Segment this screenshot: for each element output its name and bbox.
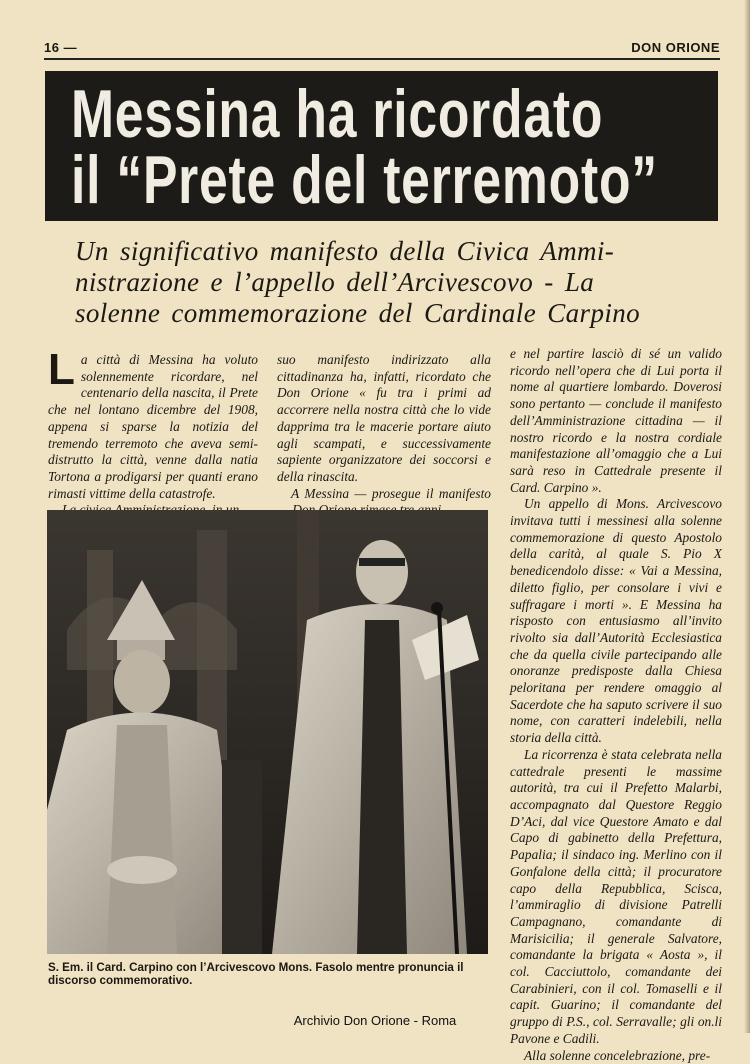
- headline-box: [45, 71, 718, 221]
- article-paragraph: A Messina — prosegue il manifesto: [291, 485, 491, 501]
- subtitle: [75, 236, 705, 329]
- article-paragraph: La ricorrenza è stata celebrata nella cattedrale presenti le massime autorità, tra cui il Prefetto Malarbi, accompagnato dal Questore Reggio D’Aci, dal vice Questore Amato e dal Capo di gabinetto della Prefettura, Papalia; il sindaco ing. Merlino con il Gonfalone della città; il procuratore capo della Repubblica, Scisca, l’ammiraglio di divisione Patrelli Campagnano, comandante di Marisicilia; il generale Salvatore, comandante la brigata « Aosta », il col. Cacciuttolo, comandante dei Carabinieri, con il col. Tomaselli e il capit. Guarino; il comandante del gruppo di P.S., col. Serravalle; gli on.li Pavone e Cadili.: [510, 746, 722, 1046]
- article-column-3: [510, 346, 722, 1064]
- article-paragraph: Un appello di Mons. Arcivescovo invitava tutti i messinesi alla solenne commemorazione di questo Apostolo della carità, al quale S. Pio X benedicendolo disse: « Vai a Messina, diletto figlio, per consolare i vivi e suffragare i morti ». E Messina ha risposto con entusiasmo all’invito rivolto sia dall’Autorità Ecclesiastica che da quella civile partecipando alle onoranze predisposte dalla Chiesa peloritana per rendere omaggio al Sacerdote che ha saputo scrivere il suo nome, con caratteri indelebili, nella storia della città.: [510, 496, 722, 746]
- subtitle-line-3: solenne commemorazione del Cardinale Carpino: [75, 298, 641, 328]
- page-number: 16 —: [44, 40, 78, 55]
- archive-credit: Archivio Don Orione - Roma: [293, 1013, 457, 1028]
- subtitle-line-1: Un significativo manifesto della Civica Ammi-: [75, 236, 615, 266]
- article-paragraph: e nel partire lasciò di sé un valido ricordo nell’opera che di Lui porta il nome al quartiere lombardo. Doverosi sono pertanto — conclude il manifesto dell’Amministrazione cittadina — il nostro ricordo e la nostra cordiale manifestazione all’omaggio che a Lui sarà reso in Cattedrale presente il Card. Carpino ».: [510, 346, 722, 495]
- article-column-2: [277, 352, 491, 519]
- photo-illustration: [47, 510, 488, 954]
- photo-caption: S. Em. il Card. Carpino con l’Arcivescovo Mons. Fasolo mentre pronuncia il discorso commemorativo.: [48, 961, 464, 987]
- article-paragraph: Alla solenne concelebrazione, pre-: [524, 1047, 711, 1063]
- article-column-1: [48, 345, 258, 519]
- article-paragraph: suo manifesto indirizzato alla cittadinanza ha, infatti, ricordato che Don Orione « fu tra i primi ad accorrere nella nostra città che lo vide dapprima tra le macerie portare aiuto agli scampati, e successivamente sapiente organizzatore dei soccorsi e della rinascita.: [277, 352, 491, 484]
- paragraph-text: a città di Messina ha voluto solennemente ricordare, nel centenario della nascita, il Prete che nel lontano dicembre del 1908, appena si sparse la notizia del tremendo terremoto che aveva semi-distrutto la città, venne dalla natia Tortona a prodigarsi per quanti erano rimasti vittime della catastrofe.: [48, 352, 258, 501]
- article-paragraph: [48, 345, 258, 502]
- headline-line-1: Messina ha ricordato: [71, 76, 604, 152]
- drop-cap: L: [48, 345, 75, 394]
- top-rule: [44, 58, 720, 60]
- page-edge-shadow: [744, 0, 750, 1033]
- headline-line-2: il “Prete del terremoto”: [71, 142, 658, 218]
- news-photo: [47, 510, 488, 954]
- running-title: DON ORIONE: [631, 40, 720, 55]
- subtitle-line-2: nistrazione e l’appello dell’Arcivescovo - La: [75, 267, 595, 297]
